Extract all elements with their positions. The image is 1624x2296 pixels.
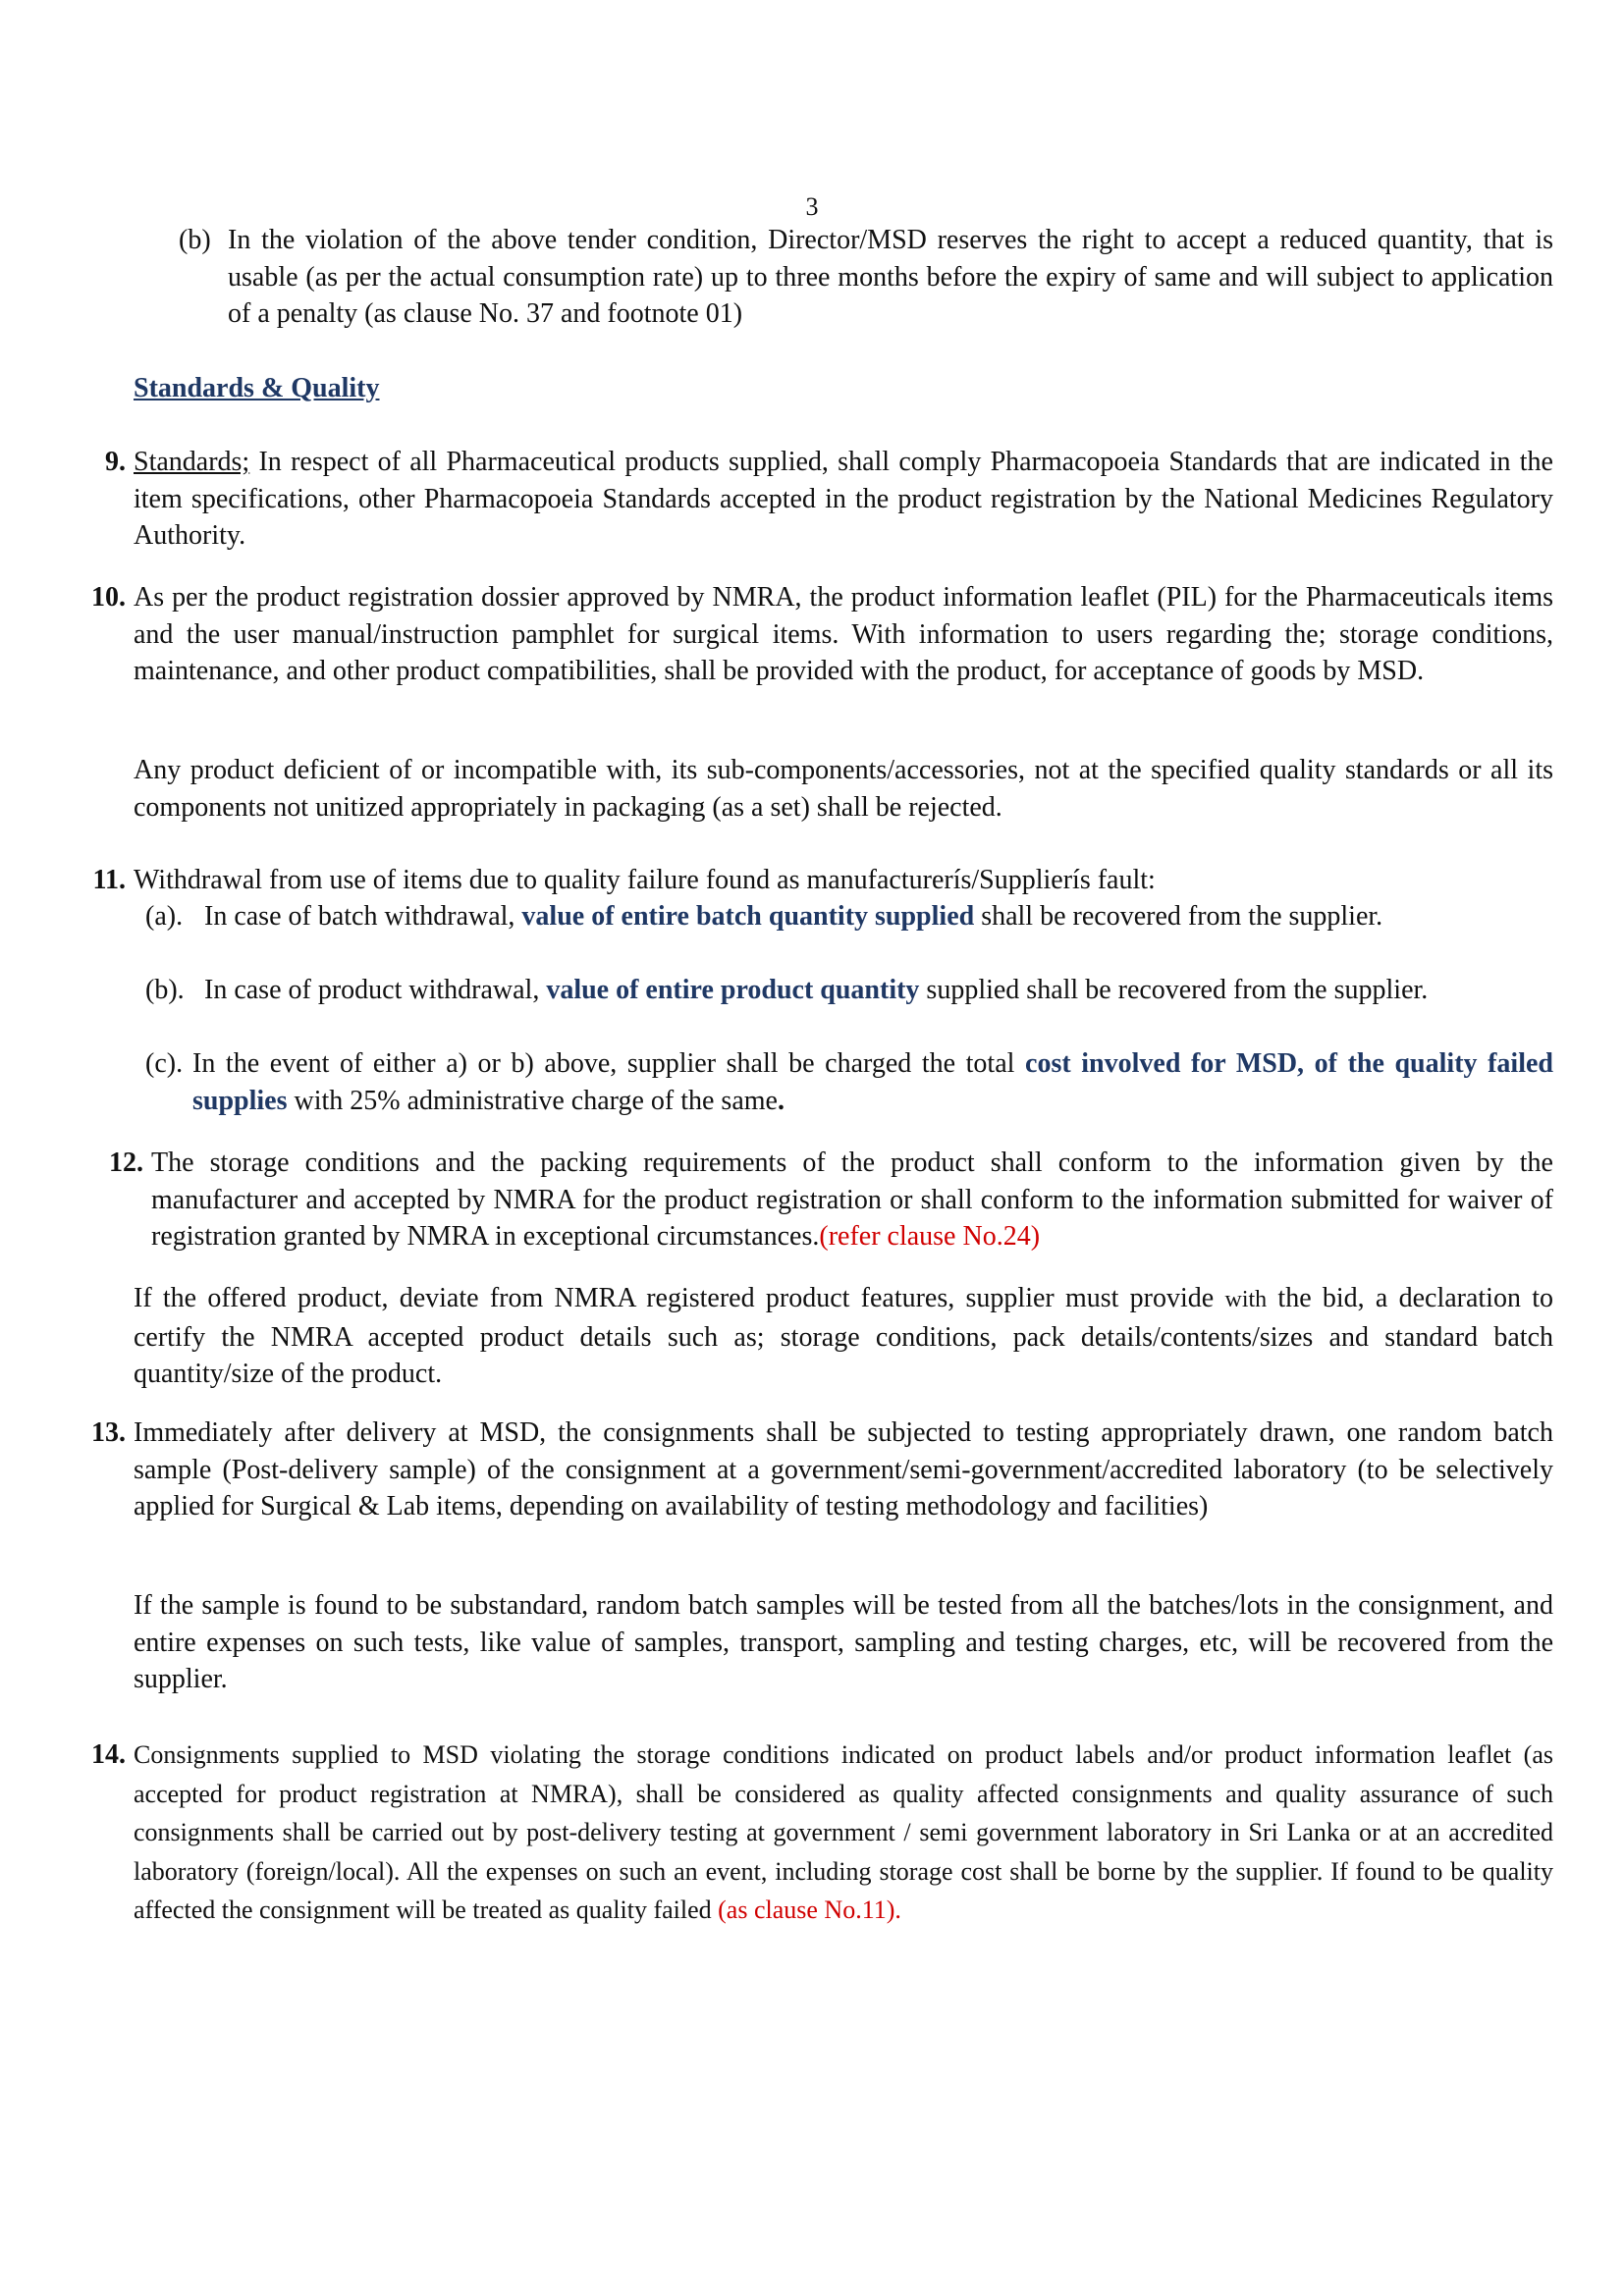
clause-11a xyxy=(145,898,1553,935)
clause-11c-label: (c). xyxy=(145,1048,184,1079)
clause-10-number: 10. xyxy=(91,582,126,613)
clause-13-number: 13. xyxy=(91,1417,126,1448)
page-number: 3 xyxy=(805,192,819,221)
clause-11a-bold: value of entire batch quantity supplied xyxy=(521,901,975,932)
clause-11a-pre: In case of batch withdrawal, xyxy=(204,901,522,932)
clause-9 xyxy=(105,444,1553,555)
clause-12-ref: (refer clause No.24) xyxy=(819,1221,1041,1252)
clause-12-para2-pre: If the offered product, deviate from NMRA registered product features, supplier must provide xyxy=(134,1283,1225,1313)
clause-12-para2-small: with xyxy=(1224,1287,1268,1312)
clause-8b xyxy=(179,222,1553,333)
clause-11a-label: (a). xyxy=(145,901,184,932)
clause-11-number: 11. xyxy=(92,865,126,895)
clause-11c-pre: In the event of either a) or b) above, supplier shall be charged the total xyxy=(192,1048,1026,1079)
clause-11c xyxy=(145,1045,1553,1119)
clause-11b xyxy=(145,972,1553,1009)
clause-14-text: Consignments supplied to MSD violating the storage conditions indicated on product labels and/or product information leaflet (as accepted for product registration at NMRA), shall be considered as quality affected consignments and quality assurance of such consignments shall be carried out by post-delivery testing at government / semi government laboratory in Sri Lanka or at an accredited laboratory (foreign/local). All the expenses on such an event, including storage cost shall be borne by the supplier. If found to be quality affected the consignment will be treated as quality failed xyxy=(134,1740,1553,1924)
clause-11c-end: . xyxy=(777,1085,785,1116)
section-heading: Standards & Quality xyxy=(134,373,380,403)
clause-12-number: 12. xyxy=(109,1148,143,1178)
clause-11b-post: supplied shall be recovered from the supplier. xyxy=(919,975,1429,1005)
clause-14-number: 14. xyxy=(91,1739,126,1770)
clause-13-para2: If the sample is found to be substandard, random batch samples will be tested from all the batches/lots in the consignment, and entire expenses on such tests, like value of samples, transport, sampling and testing charges, etc, will be recovered from the supplier. xyxy=(134,1590,1553,1694)
clause-10 xyxy=(91,579,1553,690)
clause-12-para2 xyxy=(134,1280,1553,1393)
clause-11c-bold: cost involved for MSD, of the quality failed supplies xyxy=(192,1048,1553,1116)
clause-13 xyxy=(91,1415,1553,1525)
clause-13-text: Immediately after delivery at MSD, the consignments shall be subjected to testing appropriately drawn, one random batch sample (Post-delivery sample) of the consignment at a government/semi-government/accredited laboratory (to be selectively applied for Surgical & Lab items, depending on availability of testing methodology and facilities) xyxy=(134,1417,1553,1522)
clause-12-para2-post: the bid, a declaration to certify the NMRA accepted product details such as; storage conditions, pack details/contents/sizes and standard batch quantity/size of the product. xyxy=(134,1283,1553,1389)
clause-12 xyxy=(109,1145,1553,1255)
clause-10-text: As per the product registration dossier approved by NMRA, the product information leaflet (PIL) for the Pharmaceuticals items and the user manual/instruction pamphlet for surgical items. With information to users regarding the; storage conditions, maintenance, and other product compatibilities, shall be provided with the product, for acceptance of goods by MSD. xyxy=(134,582,1553,686)
clause-14 xyxy=(91,1735,1553,1930)
clause-11 xyxy=(92,862,1553,899)
clause-9-number: 9. xyxy=(105,447,126,477)
clause-11b-pre: In case of product withdrawal, xyxy=(204,975,547,1005)
clause-9-text: In respect of all Pharmaceutical products supplied, shall comply Pharmacopoeia Standards that are indicated in the item specifications, other Pharmacopoeia Standards accepted in the product registration by the National Medicines Regulatory Authority. xyxy=(134,447,1553,551)
clause-8b-label: (b) xyxy=(179,225,211,255)
clause-11-intro: Withdrawal from use of items due to quality failure found as manufacturerís/Supplierís fault: xyxy=(134,865,1156,895)
clause-11b-label: (b). xyxy=(145,975,185,1005)
clause-8b-text: In the violation of the above tender condition, Director/MSD reserves the right to accept a reduced quantity, that is usable (as per the actual consumption rate) up to three months before the expiry of same and will subject to application of a penalty (as clause No. 37 and footnote 01) xyxy=(228,225,1553,329)
clause-11c-post: with 25% administrative charge of the same xyxy=(287,1085,778,1116)
clause-11b-bold: value of entire product quantity xyxy=(546,975,920,1005)
clause-10-para2: Any product deficient of or incompatible with, its sub-components/accessories, not at the specified quality standards or all its components not unitized appropriately in packaging (as a set) shall be rejected. xyxy=(134,755,1553,823)
clause-12-text: The storage conditions and the packing requirements of the product shall conform to the information given by the manufacturer and accepted by NMRA for the product registration or shall conform to the information submitted for waiver of registration granted by NMRA in exceptional circumstances. xyxy=(151,1148,1553,1252)
clause-9-title: Standards; xyxy=(134,447,250,477)
clause-11a-post: shall be recovered from the supplier. xyxy=(974,901,1383,932)
clause-14-ref: (as clause No.11). xyxy=(718,1896,901,1924)
